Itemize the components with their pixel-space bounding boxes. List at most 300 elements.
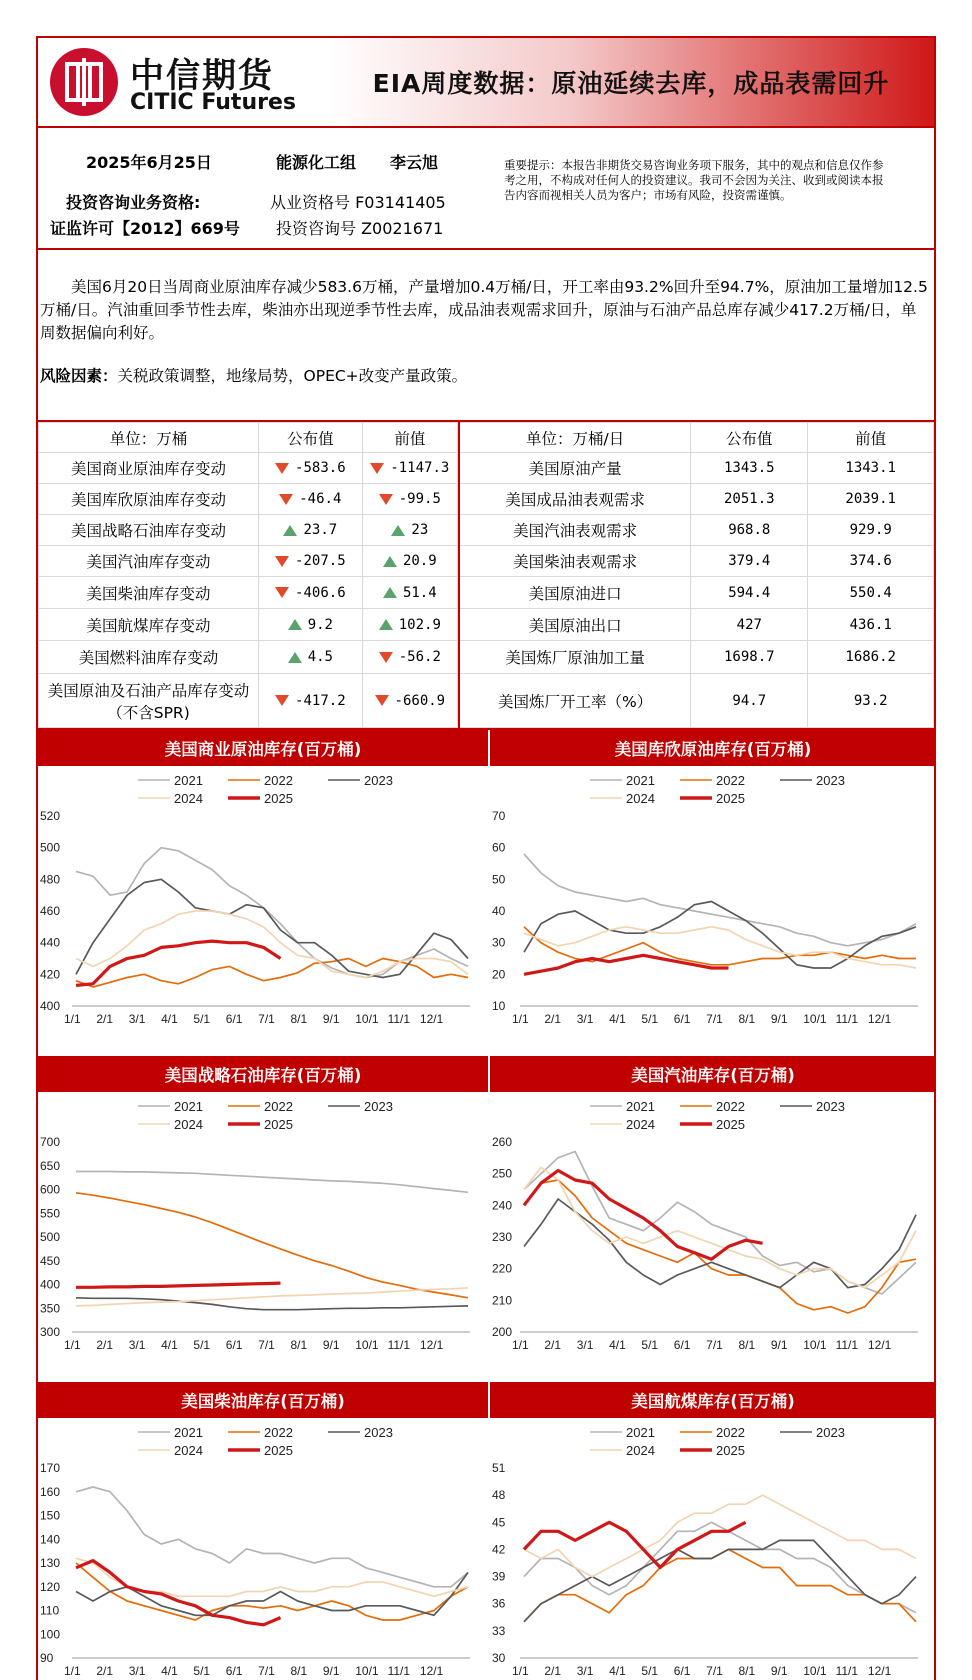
- value-cell: [259, 515, 363, 546]
- legend-label: 2021: [626, 1099, 655, 1114]
- table-header-cell: [459, 423, 691, 453]
- x-tick-label: 1/1: [64, 1664, 81, 1678]
- table-header-cell: [691, 423, 808, 453]
- y-tick-label: 42: [492, 1542, 506, 1557]
- y-tick-label: 220: [492, 1261, 513, 1276]
- down-triangle-icon: [275, 556, 289, 567]
- x-tick-label: 7/1: [258, 1664, 275, 1678]
- series-line-2023: [76, 1573, 468, 1616]
- x-tick-label: 12/1: [867, 1012, 892, 1026]
- summary-section: [38, 250, 934, 422]
- series-line-2024: [76, 1288, 468, 1306]
- risk-label: 风险因素：: [40, 367, 118, 385]
- prev-value-cell: [808, 453, 934, 484]
- value-cell-text: 4.5: [307, 649, 333, 665]
- row-name-cell: [459, 609, 691, 641]
- series-line-2025: [76, 941, 281, 985]
- up-triangle-icon: [283, 525, 297, 536]
- chart-svg: [38, 766, 488, 1056]
- legend-entry: [228, 791, 293, 806]
- y-tick-label: 650: [40, 1158, 61, 1173]
- x-tick-label: 11/1: [835, 1664, 859, 1678]
- y-tick-label: 51: [492, 1461, 506, 1475]
- chart-title: 美国战略石油库存(百万桶): [38, 1056, 488, 1092]
- legend-label: 2025: [716, 1117, 745, 1132]
- chart-svg: [38, 1092, 488, 1382]
- legend-entry: [780, 1425, 845, 1440]
- prev-value-cell: [808, 484, 934, 515]
- row-name-cell: [39, 609, 259, 641]
- inventory-table: [38, 422, 458, 728]
- y-tick-label: 150: [40, 1508, 61, 1523]
- row-name-cell-text: 美国炼厂原油加工量: [505, 649, 645, 667]
- chart-svg: [490, 1418, 936, 1680]
- x-tick-label: 5/1: [641, 1012, 659, 1026]
- y-tick-label: 70: [492, 809, 506, 823]
- prev-value-cell: [362, 484, 457, 515]
- row-name-cell: [459, 546, 691, 577]
- y-tick-label: 140: [40, 1532, 61, 1547]
- x-tick-label: 2/1: [544, 1338, 562, 1352]
- value-cell: [691, 546, 808, 577]
- y-tick-label: 100: [40, 1627, 61, 1642]
- advisory-cert: 投资咨询号 Z0021671: [276, 219, 444, 238]
- value-cell-text: 594.4: [728, 584, 771, 601]
- down-triangle-icon: [370, 463, 384, 474]
- legend-label: 2025: [716, 791, 745, 806]
- chart-title: 美国库欣原油库存(百万桶): [490, 730, 936, 766]
- prev-value-cell: [362, 641, 457, 674]
- row-name-cell-text: 美国原油及石油产品库存变动（不含SPR): [47, 681, 250, 722]
- table-row: [459, 577, 934, 609]
- value-cell-text: 968.8: [728, 522, 771, 538]
- risk-factors: [40, 365, 928, 388]
- table-header-cell-text: 前值: [394, 429, 426, 448]
- x-tick-label: 4/1: [609, 1338, 626, 1352]
- line-chart: [38, 1056, 488, 1382]
- line-chart: [488, 1382, 936, 1680]
- legend-entry: [138, 1117, 203, 1132]
- table-row: [459, 515, 934, 546]
- down-triangle-icon: [379, 652, 393, 663]
- x-tick-label: 9/1: [770, 1664, 788, 1678]
- prev-value-cell: [362, 515, 457, 546]
- prev-value-cell-text: -1147.3: [390, 460, 450, 476]
- x-tick-label: 10/1: [803, 1664, 827, 1678]
- line-chart: [488, 730, 936, 1056]
- legend-entry: [228, 1425, 293, 1440]
- chart-title: 美国航煤库存(百万桶): [490, 1382, 936, 1418]
- y-tick-label: 170: [40, 1461, 61, 1475]
- table-header-cell-text: 前值: [855, 429, 887, 448]
- y-tick-label: 250: [492, 1166, 513, 1181]
- x-tick-label: 2/1: [96, 1012, 114, 1026]
- y-tick-label: 350: [40, 1301, 61, 1316]
- y-tick-label: 440: [40, 935, 61, 950]
- row-name-cell-text: 美国柴油表观需求: [513, 553, 638, 571]
- value-cell-text: -583.6: [295, 460, 346, 476]
- row-name-cell: [39, 674, 259, 728]
- value-cell: [259, 577, 363, 609]
- legend-entry: [138, 1443, 203, 1458]
- x-tick-label: 9/1: [322, 1338, 340, 1352]
- legend-label: 2023: [816, 1099, 845, 1114]
- y-tick-label: 40: [492, 904, 506, 918]
- line-chart: [38, 1382, 488, 1680]
- chart-row: [38, 1056, 934, 1382]
- value-cell-text: 94.7: [732, 692, 767, 709]
- table-header-cell-text: 公布值: [287, 429, 334, 448]
- report-info: [38, 128, 934, 250]
- x-tick-label: 8/1: [290, 1664, 308, 1678]
- prev-value-cell-text: -99.5: [398, 491, 441, 507]
- prev-value-cell: [808, 515, 934, 546]
- legend-entry: [228, 1117, 293, 1132]
- table-header-cell: [39, 423, 259, 453]
- y-tick-label: 200: [492, 1325, 513, 1339]
- research-group: 能源化工组: [276, 153, 357, 172]
- x-tick-label: 5/1: [641, 1664, 659, 1678]
- y-tick-label: 130: [40, 1556, 61, 1570]
- legend-label: 2024: [626, 1443, 655, 1458]
- x-tick-label: 8/1: [290, 1012, 308, 1026]
- logo-en-text: CITIC Futures: [130, 90, 296, 115]
- x-tick-label: 1/1: [512, 1338, 529, 1352]
- table-row: [459, 609, 934, 641]
- legend-label: 2023: [364, 773, 393, 788]
- down-triangle-icon: [275, 695, 289, 706]
- legend-entry: [138, 1425, 203, 1440]
- row-name-cell-text: 美国原油出口: [528, 616, 622, 635]
- row-name-cell-text: 美国柴油库存变动: [86, 584, 211, 603]
- legend-entry: [680, 1099, 745, 1114]
- prev-value-cell: [362, 546, 457, 577]
- value-cell-text: 1698.7: [724, 649, 775, 665]
- row-name-cell-text: 美国航煤库存变动: [86, 616, 211, 635]
- x-tick-label: 4/1: [609, 1012, 626, 1026]
- series-line-2021: [76, 1172, 468, 1193]
- prev-value-cell-text: 102.9: [398, 616, 441, 633]
- series-line-2025: [524, 955, 729, 974]
- x-tick-label: 10/1: [803, 1338, 827, 1352]
- author-name: 李云旭: [390, 153, 439, 172]
- x-tick-label: 4/1: [609, 1664, 626, 1678]
- legend-entry: [138, 791, 203, 806]
- legend-entry: [328, 1099, 393, 1114]
- x-tick-label: 10/1: [355, 1012, 379, 1026]
- y-tick-label: 30: [492, 935, 506, 950]
- table-header-cell-text: 单位：万桶: [109, 429, 188, 448]
- value-cell: [691, 674, 808, 728]
- legend-entry: [680, 1117, 745, 1132]
- x-tick-label: 2/1: [96, 1664, 114, 1678]
- legend-label: 2021: [626, 1425, 655, 1440]
- line-chart: [488, 1056, 936, 1382]
- legend-entry: [780, 773, 845, 788]
- value-cell: [259, 484, 363, 515]
- value-cell: [691, 515, 808, 546]
- row-name-cell-text: 美国炼厂开工率（%）: [497, 692, 653, 711]
- chart-svg: [490, 1092, 936, 1382]
- practitioner-cert: 从业资格号 F03141405: [270, 193, 446, 212]
- y-tick-label: 450: [40, 1253, 61, 1268]
- legend-label: 2022: [716, 773, 745, 788]
- row-name-cell: [39, 484, 259, 515]
- y-tick-label: 30: [492, 1651, 506, 1665]
- value-cell-text: -46.4: [299, 491, 342, 507]
- legend-entry: [680, 1425, 745, 1440]
- value-cell: [691, 484, 808, 515]
- y-tick-label: 260: [492, 1135, 513, 1149]
- series-line-2025: [76, 1283, 281, 1287]
- x-tick-label: 8/1: [290, 1338, 308, 1352]
- demand-table: [458, 422, 934, 728]
- table-row: [39, 546, 458, 577]
- legend-label: 2023: [364, 1425, 393, 1440]
- y-tick-label: 400: [40, 1277, 61, 1292]
- down-triangle-icon: [275, 463, 289, 474]
- legend-label: 2023: [816, 1425, 845, 1440]
- row-name-cell: [39, 453, 259, 484]
- x-tick-label: 5/1: [193, 1338, 211, 1352]
- prev-value-cell: [808, 577, 934, 609]
- value-cell: [259, 609, 363, 641]
- value-cell: [691, 641, 808, 674]
- x-tick-label: 11/1: [835, 1012, 859, 1026]
- up-triangle-icon: [391, 525, 405, 536]
- x-tick-label: 12/1: [419, 1338, 444, 1352]
- legend-label: 2021: [174, 1425, 203, 1440]
- x-tick-label: 11/1: [387, 1664, 411, 1678]
- y-tick-label: 400: [40, 999, 61, 1013]
- y-tick-label: 33: [492, 1623, 506, 1638]
- x-tick-label: 7/1: [706, 1664, 723, 1678]
- legend-label: 2023: [364, 1099, 393, 1114]
- row-name-cell: [39, 641, 259, 674]
- table-row: [459, 453, 934, 484]
- x-tick-label: 6/1: [673, 1664, 691, 1678]
- down-triangle-icon: [275, 587, 289, 598]
- prev-value-cell-text: 550.4: [849, 584, 892, 601]
- legend-label: 2021: [626, 773, 655, 788]
- row-name-cell: [39, 546, 259, 577]
- legend-label: 2025: [264, 1117, 293, 1132]
- value-cell-text: 379.4: [728, 553, 771, 569]
- table-row: [39, 453, 458, 484]
- y-tick-label: 90: [40, 1651, 54, 1665]
- y-tick-label: 420: [40, 967, 61, 982]
- legend-entry: [228, 1443, 293, 1458]
- y-tick-label: 60: [492, 840, 506, 855]
- y-tick-label: 500: [40, 840, 61, 855]
- up-triangle-icon: [383, 587, 397, 598]
- row-name-cell-text: 美国燃料油库存变动: [78, 649, 219, 667]
- prev-value-cell-text: 929.9: [849, 522, 892, 538]
- chart-svg: [490, 766, 936, 1056]
- value-cell: [691, 609, 808, 641]
- legend-entry: [590, 791, 655, 806]
- legend-entry: [328, 773, 393, 788]
- legend-entry: [680, 791, 745, 806]
- x-tick-label: 12/1: [867, 1338, 892, 1352]
- legend-entry: [590, 1099, 655, 1114]
- value-cell-text: 427: [736, 616, 762, 633]
- up-triangle-icon: [379, 619, 393, 630]
- x-tick-label: 2/1: [96, 1338, 114, 1352]
- x-tick-label: 2/1: [544, 1664, 562, 1678]
- legend-label: 2021: [174, 1099, 203, 1114]
- prev-value-cell-text: 374.6: [849, 553, 892, 569]
- x-tick-label: 3/1: [128, 1664, 146, 1678]
- chart-title: 美国商业原油库存(百万桶): [38, 730, 488, 766]
- legend-label: 2025: [264, 791, 293, 806]
- up-triangle-icon: [288, 619, 302, 630]
- legend-label: 2023: [816, 773, 845, 788]
- y-tick-label: 480: [40, 872, 61, 887]
- title-banner: [328, 38, 934, 126]
- prev-value-cell: [808, 546, 934, 577]
- table-header-cell: [808, 423, 934, 453]
- down-triangle-icon: [379, 494, 393, 505]
- x-tick-label: 1/1: [512, 1012, 529, 1026]
- series-line-2023: [524, 1540, 916, 1621]
- x-tick-label: 7/1: [258, 1012, 275, 1026]
- up-triangle-icon: [383, 556, 397, 567]
- y-tick-label: 50: [492, 872, 506, 887]
- value-cell: [259, 641, 363, 674]
- x-tick-label: 3/1: [128, 1338, 146, 1352]
- x-tick-label: 9/1: [322, 1664, 340, 1678]
- value-cell: [259, 674, 363, 728]
- x-tick-label: 3/1: [576, 1012, 594, 1026]
- chart-title: 美国汽油库存(百万桶): [490, 1056, 936, 1092]
- x-tick-label: 4/1: [161, 1664, 178, 1678]
- prev-value-cell: [362, 674, 457, 728]
- y-tick-label: 500: [40, 1230, 61, 1244]
- series-line-2021: [76, 1487, 468, 1587]
- chart-title: 美国柴油库存(百万桶): [38, 1382, 488, 1418]
- x-tick-label: 1/1: [512, 1664, 529, 1678]
- chart-row: [38, 1382, 934, 1680]
- report-page: [36, 36, 936, 1680]
- prev-value-cell-text: 51.4: [402, 584, 437, 601]
- table-header-cell: [362, 423, 457, 453]
- table-header-cell: [259, 423, 363, 453]
- y-tick-label: 460: [40, 904, 61, 918]
- table-header-cell-text: 单位：万桶/日: [525, 429, 625, 448]
- x-tick-label: 11/1: [835, 1338, 859, 1352]
- report-date: 2025年6月25日: [86, 153, 212, 172]
- legend-entry: [138, 773, 203, 788]
- legend-entry: [228, 1099, 293, 1114]
- y-tick-label: 550: [40, 1206, 61, 1221]
- value-cell-text: -207.5: [295, 553, 346, 569]
- y-tick-label: 39: [492, 1569, 506, 1584]
- x-tick-label: 6/1: [225, 1012, 243, 1026]
- x-tick-label: 10/1: [803, 1012, 827, 1026]
- legend-entry: [590, 773, 655, 788]
- report-header: [38, 38, 934, 128]
- logo-cn-text: 中信期货: [130, 56, 274, 96]
- series-line-2024: [76, 911, 468, 978]
- legend-label: 2024: [174, 791, 203, 806]
- x-tick-label: 4/1: [161, 1338, 178, 1352]
- table-row: [39, 674, 458, 728]
- prev-value-cell-text: 23: [411, 522, 429, 538]
- prev-value-cell-text: 1343.1: [845, 460, 896, 476]
- x-tick-label: 6/1: [673, 1338, 691, 1352]
- row-name-cell: [459, 453, 691, 484]
- row-name-cell-text: 美国库欣原油库存变动: [71, 491, 227, 509]
- y-tick-label: 45: [492, 1515, 506, 1530]
- x-tick-label: 9/1: [770, 1338, 788, 1352]
- x-tick-label: 3/1: [576, 1664, 594, 1678]
- row-name-cell: [39, 515, 259, 546]
- row-name-cell: [459, 515, 691, 546]
- prev-value-cell-text: 1686.2: [845, 649, 896, 665]
- value-cell: [691, 453, 808, 484]
- legend-label: 2022: [264, 1425, 293, 1440]
- y-tick-label: 160: [40, 1484, 61, 1499]
- row-name-cell-text: 美国原油产量: [528, 460, 622, 478]
- y-tick-label: 700: [40, 1135, 61, 1149]
- value-cell-text: 2051.3: [724, 491, 775, 507]
- x-tick-label: 8/1: [738, 1338, 756, 1352]
- x-tick-label: 11/1: [387, 1338, 411, 1352]
- row-name-cell-text: 美国商业原油库存变动: [71, 460, 227, 478]
- x-tick-label: 6/1: [673, 1012, 691, 1026]
- table-row: [459, 674, 934, 728]
- x-tick-label: 9/1: [322, 1012, 340, 1026]
- x-tick-label: 4/1: [161, 1012, 178, 1026]
- y-tick-label: 600: [40, 1182, 61, 1197]
- y-tick-label: 110: [40, 1603, 60, 1618]
- chart-svg: [38, 1418, 488, 1680]
- x-tick-label: 10/1: [355, 1338, 379, 1352]
- legend-label: 2024: [174, 1117, 203, 1132]
- legend-entry: [228, 773, 293, 788]
- legend-label: 2025: [716, 1443, 745, 1458]
- legend-label: 2022: [264, 773, 293, 788]
- x-tick-label: 7/1: [706, 1338, 723, 1352]
- legend-entry: [680, 1443, 745, 1458]
- prev-value-cell-text: -56.2: [398, 649, 441, 665]
- y-tick-label: 20: [492, 967, 506, 982]
- value-cell: [259, 453, 363, 484]
- license-number: 证监许可【2012】669号: [50, 219, 240, 238]
- prev-value-cell: [808, 609, 934, 641]
- y-tick-label: 230: [492, 1230, 513, 1244]
- table-row: [39, 577, 458, 609]
- legend-label: 2022: [264, 1099, 293, 1114]
- prev-value-cell-text: 436.1: [849, 616, 892, 633]
- value-cell-text: 1343.5: [724, 460, 775, 476]
- legend-entry: [328, 1425, 393, 1440]
- row-name-cell-text: 美国战略石油库存变动: [71, 522, 227, 540]
- table-row: [459, 546, 934, 577]
- legend-label: 2024: [174, 1443, 203, 1458]
- row-name-cell: [459, 577, 691, 609]
- value-cell-text: -406.6: [295, 584, 346, 601]
- x-tick-label: 6/1: [225, 1338, 243, 1352]
- row-name-cell: [459, 674, 691, 728]
- table-row: [459, 641, 934, 674]
- y-tick-label: 210: [492, 1293, 513, 1308]
- down-triangle-icon: [375, 695, 389, 706]
- value-cell-text: -417.2: [295, 692, 346, 709]
- y-tick-label: 120: [40, 1579, 61, 1594]
- legend-entry: [590, 1443, 655, 1458]
